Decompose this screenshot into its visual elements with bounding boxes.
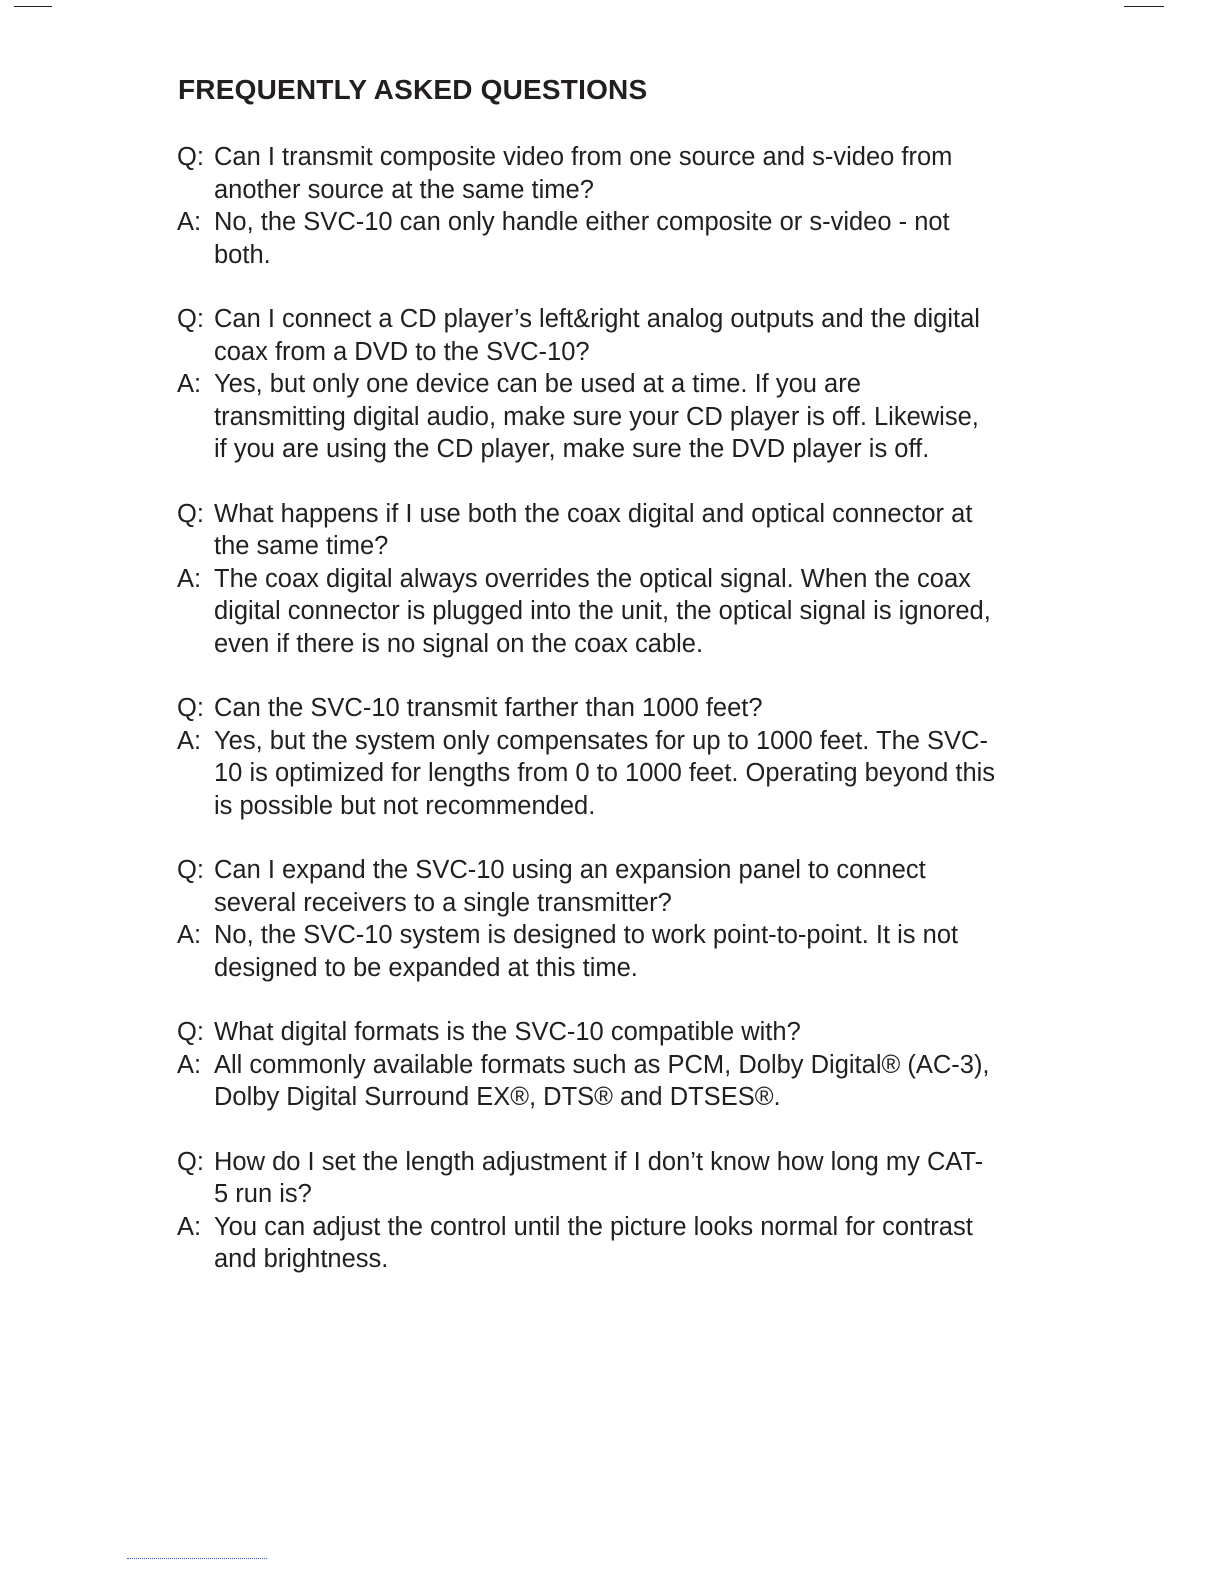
answer-prefix: A: [177, 370, 202, 398]
question-prefix: Q: [177, 694, 204, 722]
question-text: What happens if I use both the coax digital and optical connector at the same time? [214, 499, 973, 560]
answer-text: No, the SVC-10 system is designed to work point-to-point. It is not designed to be expanded at this time. [214, 921, 959, 982]
faq-list [177, 141, 997, 1308]
answer-text: The coax digital always overrides the optical signal. When the coax digital connector is plugged into the unit, the optical signal is ignored, even if there is no signal on the coax cable. [214, 564, 991, 658]
question-text: Can I connect a CD player’s left&right analog outputs and the digital coax from a DVD to the SVC-10? [214, 305, 980, 366]
faq-item [177, 498, 997, 661]
faq-item [177, 1146, 997, 1276]
answer-text: Yes, but the system only compensates for up to 1000 feet. The SVC-10 is optimized for lengths from 0 to 1000 feet. Operating beyond this is possible but not recommended. [214, 726, 996, 820]
faq-question [177, 303, 997, 368]
question-prefix: Q: [177, 1147, 204, 1176]
faq-question [177, 1146, 997, 1211]
faq-question [177, 498, 997, 563]
faq-answer [177, 206, 997, 271]
faq-question [177, 692, 997, 725]
answer-text: No, the SVC-10 can only handle either composite or s-video - not both. [214, 208, 950, 269]
faq-item [177, 692, 997, 822]
answer-text: Yes, but only one device can be used at a time. If you are transmitting digital audio, make sure your CD player is off. Likewise, if you are using the CD player, make sure the DVD player is off. [214, 370, 979, 463]
answer-prefix: A: [177, 208, 202, 236]
answer-prefix: A: [177, 726, 202, 755]
answer-prefix: A: [177, 564, 202, 593]
faq-answer [177, 1211, 997, 1276]
faq-item [177, 303, 997, 466]
answer-text: All commonly available formats such as PCM, Dolby Digital® (AC-3), Dolby Digital Surround EX®, DTS® and DTSES®. [214, 1050, 990, 1111]
faq-answer [177, 725, 997, 823]
question-prefix: Q: [177, 143, 204, 171]
crop-mark-top-left [14, 6, 52, 7]
faq-question [177, 854, 997, 919]
faq-answer [177, 563, 997, 661]
crop-mark-top-right [1124, 6, 1164, 7]
question-prefix: Q: [177, 1018, 204, 1046]
question-prefix: Q: [177, 499, 204, 528]
answer-prefix: A: [177, 921, 202, 949]
answer-prefix: A: [177, 1212, 202, 1241]
faq-question [177, 141, 997, 206]
faq-item [177, 854, 997, 984]
faq-question [177, 1016, 997, 1049]
question-text: Can I expand the SVC-10 using an expansion panel to connect several receivers to a single transmitter? [214, 856, 926, 917]
answer-prefix: A: [177, 1050, 202, 1079]
faq-answer [177, 919, 997, 984]
question-text: Can I transmit composite video from one source and s-video from another source at the same time? [214, 143, 953, 204]
faq-item [177, 1016, 997, 1114]
faq-answer [177, 1049, 997, 1114]
question-text: How do I set the length adjustment if I don’t know how long my CAT-5 run is? [214, 1147, 984, 1208]
answer-text: You can adjust the control until the picture looks normal for contrast and brightness. [214, 1212, 973, 1273]
question-text: Can the SVC-10 transmit farther than 1000 feet? [214, 694, 763, 722]
question-prefix: Q: [177, 305, 204, 333]
page-title: FREQUENTLY ASKED QUESTIONS [178, 74, 648, 105]
faq-answer [177, 368, 997, 466]
question-prefix: Q: [177, 856, 204, 884]
faq-item [177, 141, 997, 271]
question-text: What digital formats is the SVC-10 compatible with? [214, 1018, 801, 1046]
bottom-rule [127, 1558, 267, 1559]
